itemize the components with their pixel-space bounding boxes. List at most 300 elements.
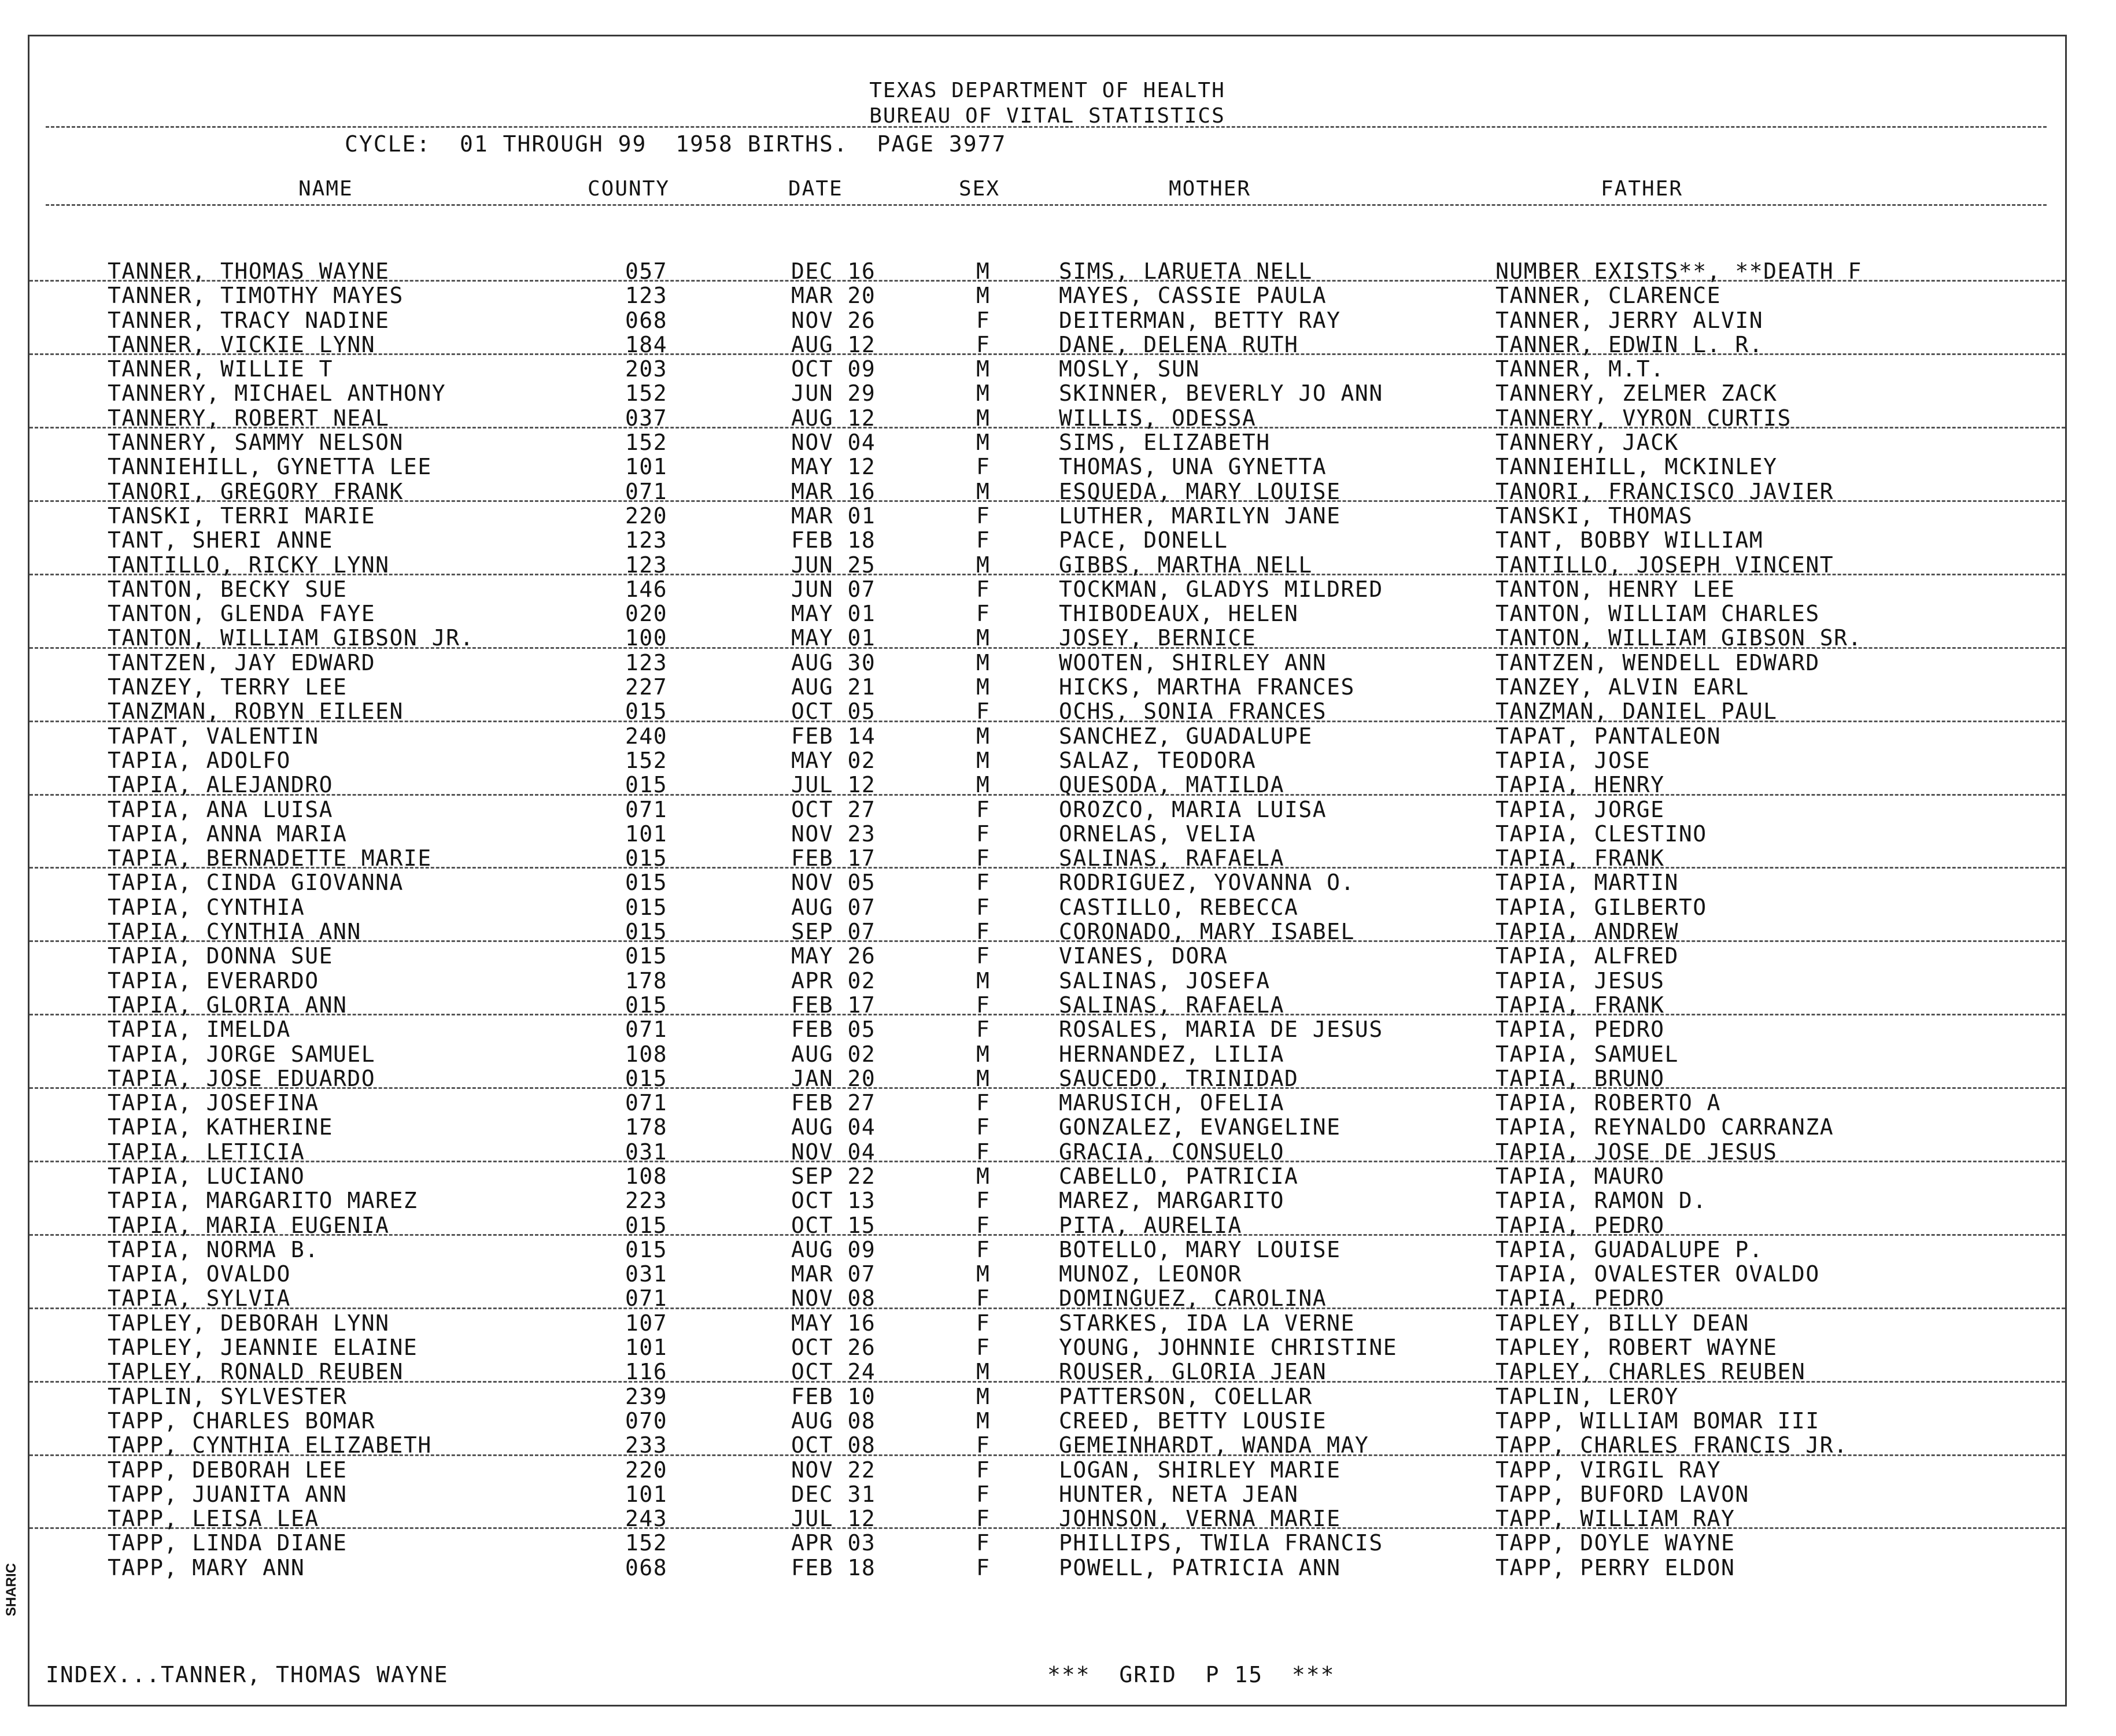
record-date: NOV 05	[791, 870, 876, 896]
record-name: TAPIA, ANNA MARIA	[108, 821, 348, 847]
record-date: JUN 07	[791, 576, 876, 602]
record-name: TAPIA, KATHERINE	[108, 1114, 334, 1140]
record-mother: OROZCO, MARIA LUISA	[1059, 796, 1327, 822]
record-name: TAPIA, SYLVIA	[108, 1286, 291, 1312]
record-county: 015	[625, 919, 668, 945]
record-father: TAPP, BUFORD LAVON	[1495, 1481, 1749, 1507]
record-county: 020	[625, 601, 668, 627]
record-date: FEB 14	[791, 723, 876, 749]
record-mother: DOMINGUEZ, CAROLINA	[1059, 1286, 1327, 1312]
record-mother: PHILLIPS, TWILA FRANCIS	[1059, 1530, 1383, 1556]
record-date: OCT 13	[791, 1188, 876, 1214]
record-county: 070	[625, 1408, 668, 1434]
record-mother: SKINNER, BEVERLY JO ANN	[1059, 381, 1383, 407]
record-mother: BOTELLO, MARY LOUISE	[1059, 1236, 1341, 1262]
record-father: TANNER, CLARENCE	[1495, 283, 1722, 309]
record-county: 031	[625, 1261, 668, 1287]
record-sex: F	[976, 796, 991, 822]
record-sex: F	[976, 1286, 991, 1312]
record-row	[29, 771, 2065, 798]
record-date: SEP 22	[791, 1163, 876, 1189]
record-sex: F	[976, 1506, 991, 1532]
record-mother: SALINAS, RAFAELA	[1059, 845, 1285, 871]
record-date: MAY 26	[791, 943, 876, 969]
record-date: MAY 01	[791, 625, 876, 651]
record-mother: SALINAS, JOSEFA	[1059, 967, 1271, 993]
record-county: 015	[625, 699, 668, 725]
record-mother: TOCKMAN, GLADYS MILDRED	[1059, 576, 1383, 602]
record-father: TANTILLO, JOSEPH VINCENT	[1495, 552, 1834, 578]
record-name: TAPP, CYNTHIA ELIZABETH	[108, 1432, 432, 1458]
record-father: TAPIA, PEDRO	[1495, 1212, 1665, 1238]
record-father: TAPIA, GILBERTO	[1495, 894, 1707, 920]
record-county: 178	[625, 1114, 668, 1140]
record-date: SEP 07	[791, 919, 876, 945]
record-date: FEB 05	[791, 1017, 876, 1043]
record-name: TAPIA, DONNA SUE	[108, 943, 334, 969]
record-father: TAPIA, PEDRO	[1495, 1286, 1665, 1312]
record-county: 178	[625, 967, 668, 993]
record-sex: M	[976, 723, 991, 749]
record-date: FEB 17	[791, 845, 876, 871]
record-name: TAPAT, VALENTIN	[108, 723, 319, 749]
record-date: DEC 16	[791, 258, 876, 284]
record-mother: JOHNSON, VERNA MARIE	[1059, 1506, 1341, 1532]
record-father: TANNERY, ZELMER ZACK	[1495, 381, 1778, 407]
record-father: TAPLEY, CHARLES REUBEN	[1495, 1359, 1806, 1385]
record-date: JUN 25	[791, 552, 876, 578]
record-date: JUL 12	[791, 772, 876, 798]
record-row	[29, 918, 2065, 945]
record-date: FEB 17	[791, 992, 876, 1018]
record-sex: F	[976, 1481, 991, 1507]
record-date: APR 02	[791, 967, 876, 993]
record-mother: JOSEY, BERNICE	[1059, 625, 1257, 651]
record-county: 015	[625, 870, 668, 896]
record-date: MAY 01	[791, 601, 876, 627]
record-date: NOV 26	[791, 307, 876, 333]
record-father: NUMBER EXISTS**, **DEATH F	[1495, 258, 1862, 284]
record-father: TAPIA, JORGE	[1495, 796, 1665, 822]
record-father: TANTZEN, WENDELL EDWARD	[1495, 649, 1820, 675]
record-row	[29, 624, 2065, 651]
record-sex: M	[976, 552, 991, 578]
record-name: TANNER, VICKIE LYNN	[108, 331, 376, 357]
record-mother: PATTERSON, COELLAR	[1059, 1383, 1313, 1409]
record-date: NOV 04	[791, 430, 876, 456]
record-mother: HUNTER, NETA JEAN	[1059, 1481, 1299, 1507]
record-mother: GONZALEZ, EVANGELINE	[1059, 1114, 1341, 1140]
record-sex: F	[976, 870, 991, 896]
record-father: TAPIA, CLESTINO	[1495, 821, 1707, 847]
record-mother: MUNOZ, LEONOR	[1059, 1261, 1242, 1287]
record-father: TAPIA, BRUNO	[1495, 1065, 1665, 1091]
record-name: TAPIA, CINDA GIOVANNA	[108, 870, 404, 896]
record-row	[29, 967, 2065, 991]
record-row	[29, 306, 2065, 331]
record-name: TANTON, WILLIAM GIBSON JR.	[108, 625, 474, 651]
record-county: 101	[625, 821, 668, 847]
record-date: FEB 18	[791, 1554, 876, 1580]
record-date: NOV 08	[791, 1286, 876, 1312]
header-divider	[46, 126, 2047, 128]
record-father: TAPP, WILLIAM RAY	[1495, 1506, 1735, 1532]
record-date: OCT 24	[791, 1359, 876, 1385]
record-county: 068	[625, 307, 668, 333]
side-code: SHARIC	[3, 1563, 19, 1616]
record-county: 015	[625, 845, 668, 871]
record-name: TANTON, BECKY SUE	[108, 576, 348, 602]
record-father: TAPIA, MAURO	[1495, 1163, 1665, 1189]
record-name: TANTZEN, JAY EDWARD	[108, 649, 376, 675]
record-row	[29, 820, 2065, 847]
record-father: TAPIA, SAMUEL	[1495, 1041, 1679, 1067]
record-name: TAPIA, JOSE EDUARDO	[108, 1065, 376, 1091]
record-mother: GEMEINHARDT, WANDA MAY	[1059, 1432, 1369, 1458]
record-name: TANNER, TIMOTHY MAYES	[108, 283, 404, 309]
record-mother: HERNANDEZ, LILIA	[1059, 1041, 1285, 1067]
record-father: TAPIA, MARTIN	[1495, 870, 1679, 896]
record-father: TANNER, M.T.	[1495, 356, 1665, 382]
record-mother: MOSLY, SUN	[1059, 356, 1200, 382]
record-date: OCT 09	[791, 356, 876, 382]
record-row	[29, 697, 2065, 725]
record-name: TANZEY, TERRY LEE	[108, 674, 348, 700]
record-sex: F	[976, 894, 991, 920]
record-father: TANNIEHILL, MCKINLEY	[1495, 454, 1778, 480]
record-name: TAPIA, LUCIANO	[108, 1163, 305, 1189]
record-sex: F	[976, 1335, 991, 1361]
record-county: 015	[625, 1212, 668, 1238]
record-name: TAPIA, MARIA EUGENIA	[108, 1212, 390, 1238]
record-name: TANNERY, ROBERT NEAL	[108, 405, 390, 431]
record-sex: F	[976, 992, 991, 1018]
record-name: TANNER, TRACY NADINE	[108, 307, 390, 333]
record-mother: GRACIA, CONSUELO	[1059, 1139, 1285, 1165]
record-sex: M	[976, 1359, 991, 1385]
record-row	[29, 1554, 2065, 1578]
record-county: 071	[625, 478, 668, 504]
record-row	[29, 453, 2065, 480]
record-name: TAPIA, LETICIA	[108, 1139, 305, 1165]
record-father: TAPLEY, BILLY DEAN	[1495, 1310, 1749, 1336]
record-father: TAPLEY, ROBERT WAYNE	[1495, 1335, 1778, 1361]
record-name: TAPIA, CYNTHIA ANN	[108, 919, 361, 945]
record-row	[29, 1505, 2065, 1532]
record-county: 057	[625, 258, 668, 284]
record-county: 071	[625, 1090, 668, 1116]
record-list	[29, 257, 2065, 1578]
record-date: JAN 20	[791, 1065, 876, 1091]
record-county: 152	[625, 430, 668, 456]
record-father: TAPIA, ANDREW	[1495, 919, 1679, 945]
record-row	[29, 1065, 2065, 1089]
record-name: TANT, SHERI ANNE	[108, 527, 334, 553]
record-county: 108	[625, 1163, 668, 1189]
record-county: 223	[625, 1188, 668, 1214]
record-row	[29, 1407, 2065, 1434]
record-mother: SIMS, LARUETA NELL	[1059, 258, 1313, 284]
record-father: TAPIA, RAMON D.	[1495, 1188, 1707, 1214]
record-sex: F	[976, 699, 991, 725]
record-name: TAPIA, ALEJANDRO	[108, 772, 334, 798]
column-divider	[46, 204, 2047, 206]
record-date: AUG 12	[791, 331, 876, 357]
record-name: TAPP, CHARLES BOMAR	[108, 1408, 376, 1434]
cycle-line: CYCLE: 01 THROUGH 99 1958 BIRTHS. PAGE 3977	[345, 131, 1007, 157]
record-date: NOV 23	[791, 821, 876, 847]
record-row	[29, 379, 2065, 407]
record-row	[29, 1113, 2065, 1140]
record-county: 233	[625, 1432, 668, 1458]
record-name: TANNIEHILL, GYNETTA LEE	[108, 454, 432, 480]
record-sex: F	[976, 1432, 991, 1458]
record-sex: M	[976, 258, 991, 284]
record-county: 015	[625, 894, 668, 920]
record-county: 152	[625, 381, 668, 407]
record-row	[29, 282, 2065, 309]
record-mother: ESQUEDA, MARY LOUISE	[1059, 478, 1341, 504]
record-name: TAPIA, ANA LUISA	[108, 796, 334, 822]
record-date: JUN 29	[791, 381, 876, 407]
record-name: TAPLEY, RONALD REUBEN	[108, 1359, 404, 1385]
record-county: 071	[625, 1017, 668, 1043]
record-father: TANTON, HENRY LEE	[1495, 576, 1735, 602]
record-father: TANNERY, VYRON CURTIS	[1495, 405, 1792, 431]
record-row	[29, 844, 2065, 869]
record-mother: SIMS, ELIZABETH	[1059, 430, 1271, 456]
record-county: 108	[625, 1041, 668, 1067]
record-father: TANORI, FRANCISCO JAVIER	[1495, 478, 1834, 504]
column-header-mother: MOTHER	[1169, 177, 1251, 201]
record-row	[29, 722, 2065, 747]
record-sex: M	[976, 649, 991, 675]
record-date: NOV 22	[791, 1457, 876, 1483]
record-county: 184	[625, 331, 668, 357]
record-row	[29, 478, 2065, 502]
record-name: TAPLEY, JEANNIE ELAINE	[108, 1335, 418, 1361]
record-mother: SALAZ, TEODORA	[1059, 747, 1257, 773]
record-mother: POWELL, PATRICIA ANN	[1059, 1554, 1341, 1580]
record-sex: F	[976, 576, 991, 602]
record-date: JUL 12	[791, 1506, 876, 1532]
record-row	[29, 893, 2065, 918]
record-sex: F	[976, 1530, 991, 1556]
record-date: NOV 04	[791, 1139, 876, 1165]
record-father: TANTON, WILLIAM CHARLES	[1495, 601, 1820, 627]
record-sex: M	[976, 625, 991, 651]
record-name: TAPP, DEBORAH LEE	[108, 1457, 348, 1483]
record-father: TAPP, DOYLE WAYNE	[1495, 1530, 1735, 1556]
record-name: TANZMAN, ROBYN EILEEN	[108, 699, 404, 725]
record-mother: CORONADO, MARY ISABEL	[1059, 919, 1355, 945]
record-father: TANNERY, JACK	[1495, 430, 1679, 456]
record-mother: THIBODEAUX, HELEN	[1059, 601, 1299, 627]
record-name: TANORI, GREGORY FRANK	[108, 478, 404, 504]
record-date: MAY 12	[791, 454, 876, 480]
record-county: 068	[625, 1554, 668, 1580]
record-date: AUG 02	[791, 1041, 876, 1067]
record-mother: WOOTEN, SHIRLEY ANN	[1059, 649, 1327, 675]
record-county: 123	[625, 552, 668, 578]
record-county: 101	[625, 1481, 668, 1507]
record-county: 015	[625, 1236, 668, 1262]
record-name: TANTON, GLENDA FAYE	[108, 601, 376, 627]
record-county: 031	[625, 1139, 668, 1165]
record-name: TANNER, THOMAS WAYNE	[108, 258, 390, 284]
record-mother: MAYES, CASSIE PAULA	[1059, 283, 1327, 309]
record-county: 220	[625, 1457, 668, 1483]
record-name: TAPP, LINDA DIANE	[108, 1530, 348, 1556]
record-date: AUG 21	[791, 674, 876, 700]
record-name: TAPIA, IMELDA	[108, 1017, 291, 1043]
record-father: TANNER, JERRY ALVIN	[1495, 307, 1764, 333]
record-name: TAPP, JUANITA ANN	[108, 1481, 348, 1507]
record-date: FEB 27	[791, 1090, 876, 1116]
record-date: AUG 04	[791, 1114, 876, 1140]
record-date: AUG 07	[791, 894, 876, 920]
record-sex: F	[976, 845, 991, 871]
record-name: TANTILLO, RICKY LYNN	[108, 552, 390, 578]
record-row	[29, 1431, 2065, 1456]
record-sex: M	[976, 283, 991, 309]
record-county: 071	[625, 1286, 668, 1312]
record-sex: F	[976, 601, 991, 627]
record-row	[29, 1383, 2065, 1407]
record-sex: F	[976, 1212, 991, 1238]
record-row	[29, 404, 2065, 429]
record-father: TAPIA, ROBERTO A	[1495, 1090, 1722, 1116]
record-sex: M	[976, 1041, 991, 1067]
record-mother: CASTILLO, REBECCA	[1059, 894, 1299, 920]
record-county: 107	[625, 1310, 668, 1336]
record-county: 015	[625, 943, 668, 969]
record-name: TAPIA, MARGARITO MAREZ	[108, 1188, 418, 1214]
record-name: TAPP, MARY ANN	[108, 1554, 305, 1580]
record-mother: RODRIGUEZ, YOVANNA O.	[1059, 870, 1355, 896]
record-row	[29, 526, 2065, 551]
record-father: TANZEY, ALVIN EARL	[1495, 674, 1749, 700]
record-date: OCT 05	[791, 699, 876, 725]
record-date: OCT 08	[791, 1432, 876, 1458]
record-father: TANZMAN, DANIEL PAUL	[1495, 699, 1778, 725]
record-father: TAPP, PERRY ELDON	[1495, 1554, 1735, 1580]
record-name: TAPP, LEISA LEA	[108, 1506, 319, 1532]
record-name: TAPIA, CYNTHIA	[108, 894, 305, 920]
record-date: MAY 02	[791, 747, 876, 773]
department-title: TEXAS DEPARTMENT OF HEALTH	[869, 79, 1225, 102]
record-mother: DANE, DELENA RUTH	[1059, 331, 1299, 357]
record-date: AUG 09	[791, 1236, 876, 1262]
record-sex: F	[976, 1236, 991, 1262]
record-mother: THOMAS, UNA GYNETTA	[1059, 454, 1327, 480]
record-father: TAPIA, JESUS	[1495, 967, 1665, 993]
record-sex: M	[976, 967, 991, 993]
record-sex: M	[976, 1383, 991, 1409]
record-row	[29, 649, 2065, 673]
record-mother: ROUSER, GLORIA JEAN	[1059, 1359, 1327, 1385]
record-sex: F	[976, 1090, 991, 1116]
record-row	[29, 575, 2065, 600]
record-sex: M	[976, 1408, 991, 1434]
record-father: TAPIA, HENRY	[1495, 772, 1665, 798]
record-county: 152	[625, 747, 668, 773]
record-sex: F	[976, 919, 991, 945]
record-sex: F	[976, 1457, 991, 1483]
record-row	[29, 1138, 2065, 1165]
record-date: APR 03	[791, 1530, 876, 1556]
record-father: TANT, BOBBY WILLIAM	[1495, 527, 1764, 553]
bureau-title: BUREAU OF VITAL STATISTICS	[869, 104, 1225, 128]
record-mother: LOGAN, SHIRLEY MARIE	[1059, 1457, 1341, 1483]
record-sex: M	[976, 1065, 991, 1091]
record-row	[29, 1480, 2065, 1505]
record-name: TAPIA, GLORIA ANN	[108, 992, 348, 1018]
record-sex: M	[976, 674, 991, 700]
column-header-date: DATE	[788, 177, 843, 201]
record-row	[29, 869, 2065, 896]
record-father: TAPIA, REYNALDO CARRANZA	[1495, 1114, 1834, 1140]
record-row	[29, 673, 2065, 700]
record-date: MAR 01	[791, 503, 876, 529]
record-mother: QUESODA, MATILDA	[1059, 772, 1285, 798]
printout-frame	[28, 35, 2067, 1707]
record-father: TANTON, WILLIAM GIBSON SR.	[1495, 625, 1862, 651]
record-father: TAPLIN, LEROY	[1495, 1383, 1679, 1409]
record-sex: M	[976, 430, 991, 456]
record-mother: OCHS, SONIA FRANCES	[1059, 699, 1327, 725]
record-sex: F	[976, 1554, 991, 1580]
record-date: OCT 26	[791, 1335, 876, 1361]
record-row	[29, 1456, 2065, 1483]
record-county: 071	[625, 796, 668, 822]
record-row	[29, 551, 2065, 578]
record-row	[29, 1040, 2065, 1065]
record-name: TANNERY, MICHAEL ANTHONY	[108, 381, 446, 407]
record-row	[29, 942, 2065, 969]
record-sex: F	[976, 821, 991, 847]
record-mother: SAUCEDO, TRINIDAD	[1059, 1065, 1299, 1091]
record-father: TAPIA, JOSE DE JESUS	[1495, 1139, 1778, 1165]
record-sex: M	[976, 381, 991, 407]
record-mother: CABELLO, PATRICIA	[1059, 1163, 1299, 1189]
index-footer: INDEX...TANNER, THOMAS WAYNE	[46, 1662, 449, 1687]
record-row	[29, 1162, 2065, 1187]
record-mother: MAREZ, MARGARITO	[1059, 1188, 1285, 1214]
record-father: TAPIA, ALFRED	[1495, 943, 1679, 969]
record-mother: PACE, DONELL	[1059, 527, 1228, 553]
record-father: TANSKI, THOMAS	[1495, 503, 1693, 529]
record-father: TAPP, CHARLES FRANCIS JR.	[1495, 1432, 1848, 1458]
column-header-father: FATHER	[1601, 177, 1683, 201]
record-name: TAPLEY, DEBORAH LYNN	[108, 1310, 390, 1336]
record-date: DEC 31	[791, 1481, 876, 1507]
record-sex: M	[976, 747, 991, 773]
record-county: 220	[625, 503, 668, 529]
record-mother: VIANES, DORA	[1059, 943, 1228, 969]
record-mother: YOUNG, JOHNNIE CHRISTINE	[1059, 1335, 1398, 1361]
record-sex: F	[976, 1188, 991, 1214]
record-row	[29, 257, 2065, 282]
record-mother: WILLIS, ODESSA	[1059, 405, 1257, 431]
record-row	[29, 747, 2065, 771]
record-mother: HICKS, MARTHA FRANCES	[1059, 674, 1355, 700]
record-county: 101	[625, 454, 668, 480]
column-header-county: COUNTY	[588, 177, 670, 201]
record-county: 203	[625, 356, 668, 382]
record-row	[29, 1236, 2065, 1260]
record-date: MAR 20	[791, 283, 876, 309]
